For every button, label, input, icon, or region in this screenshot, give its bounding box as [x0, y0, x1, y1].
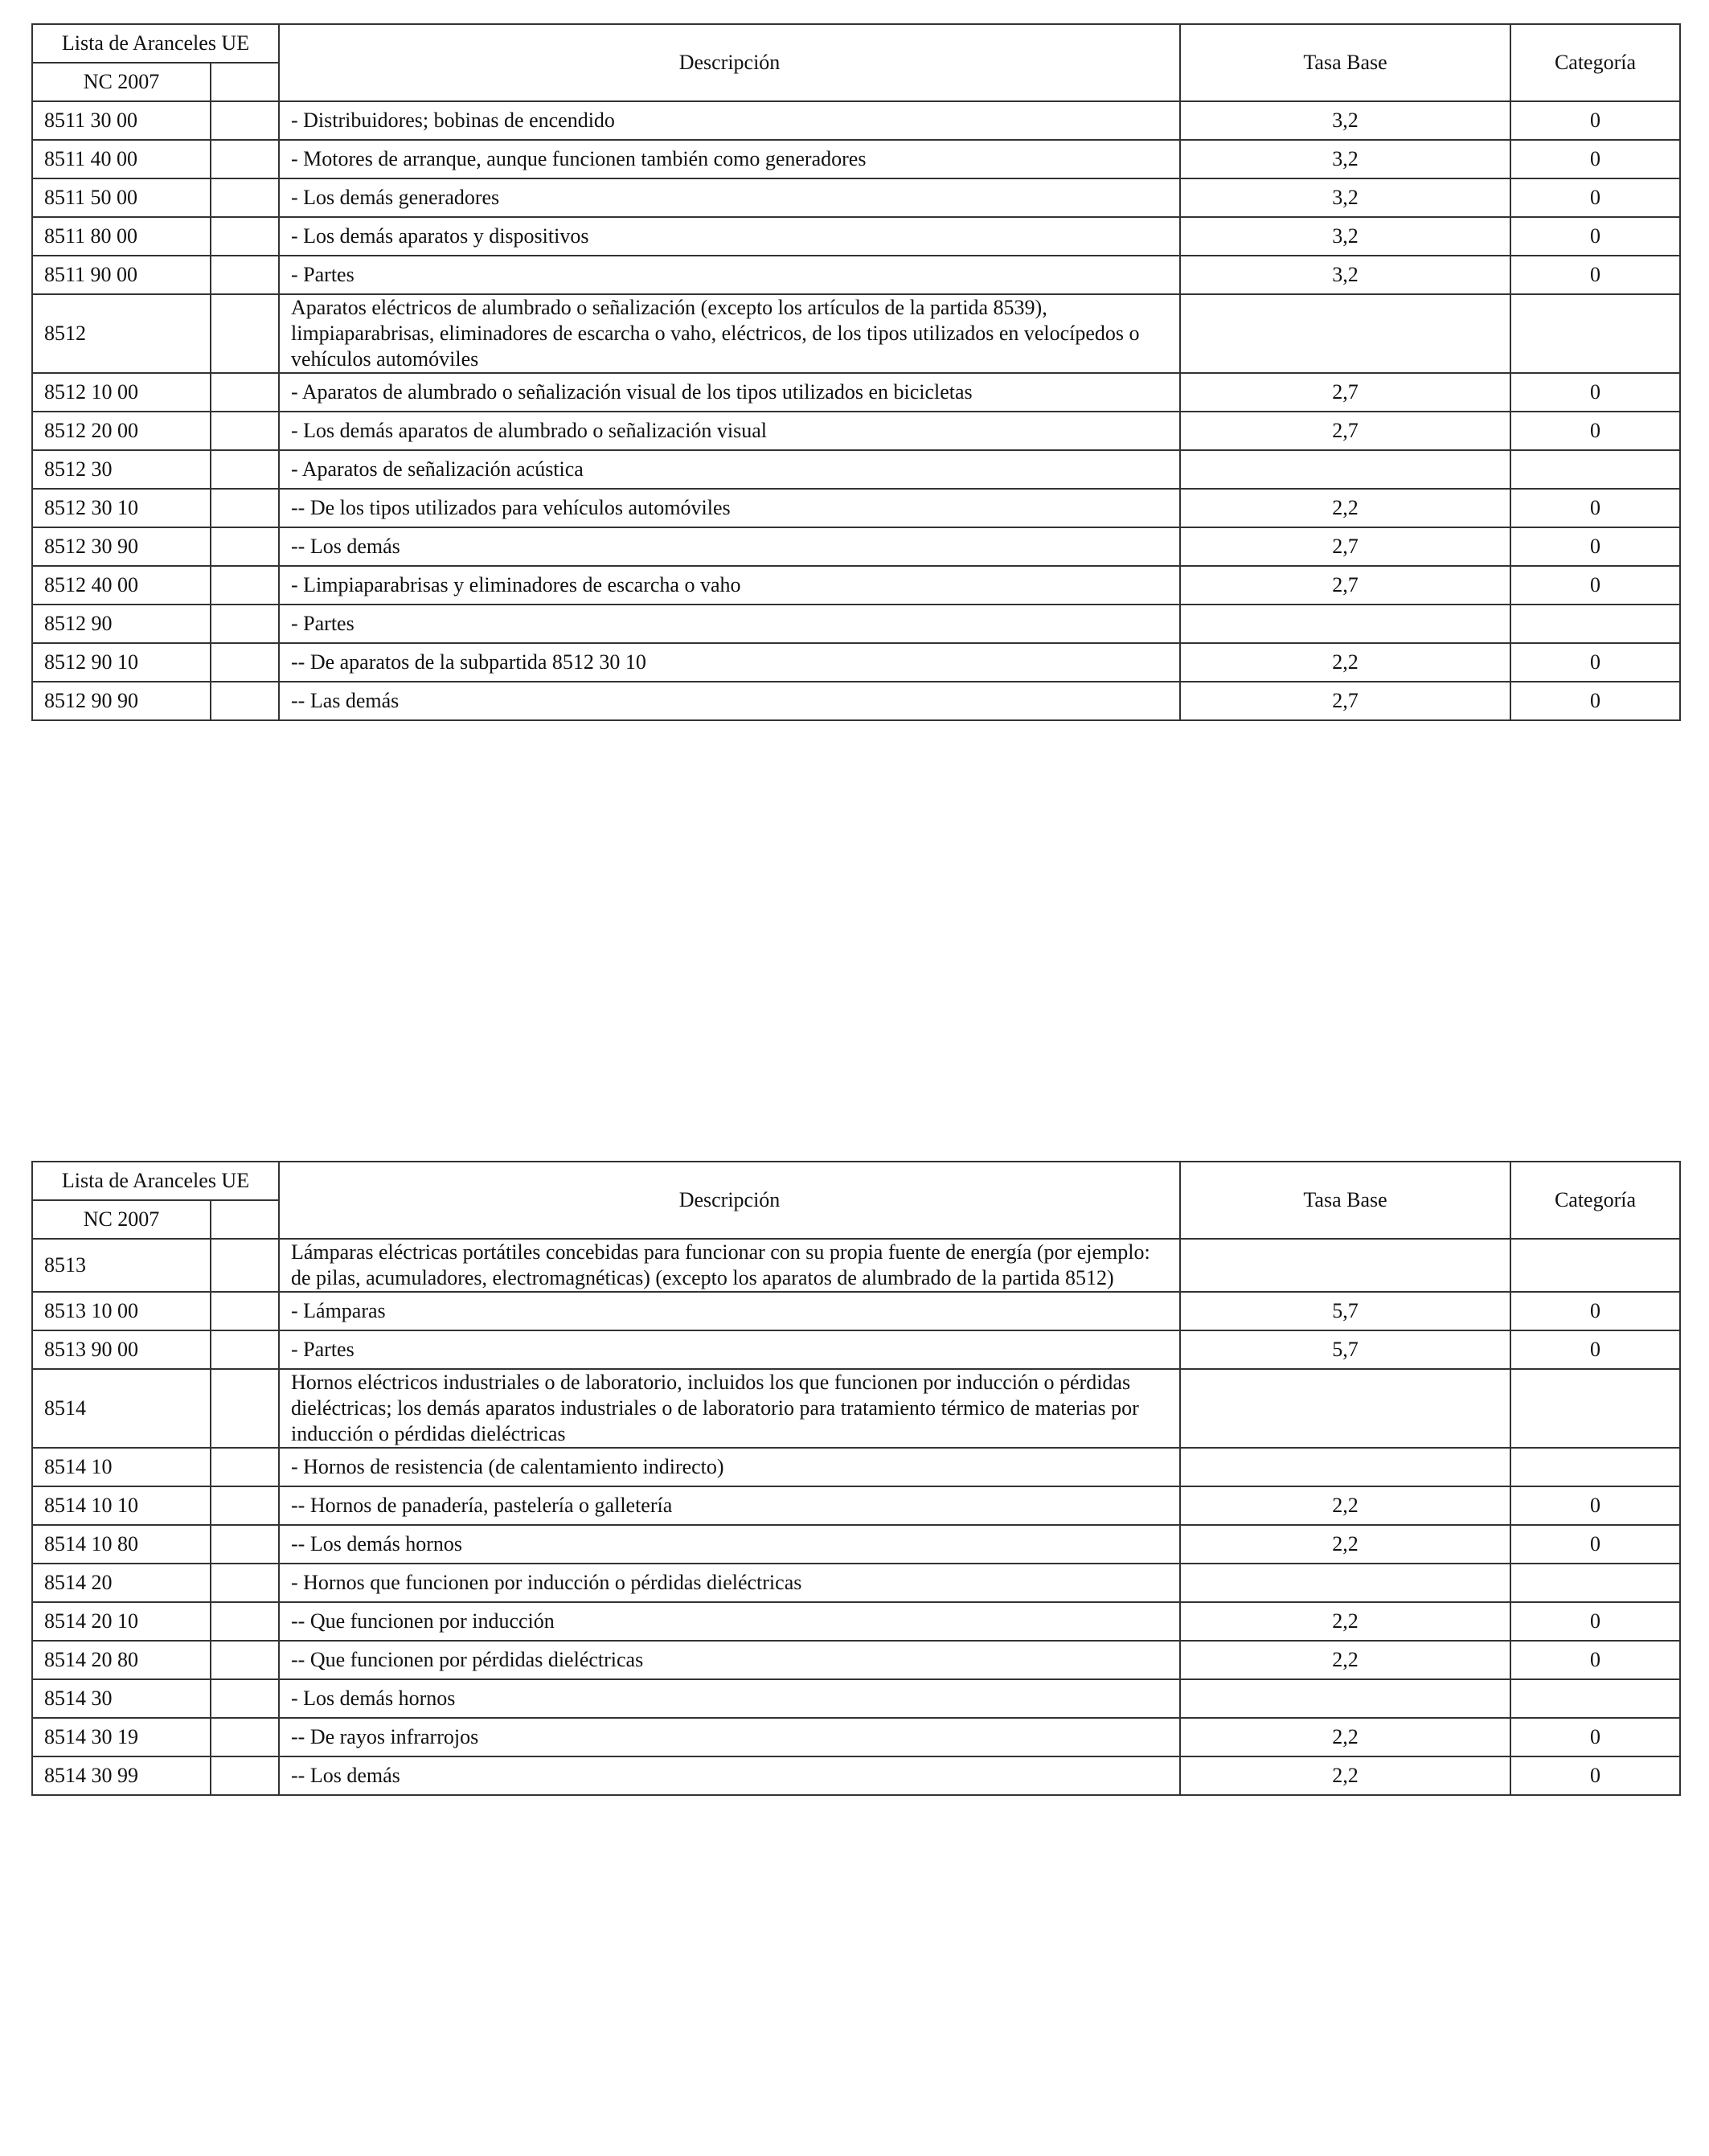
- tariff-code: 8512 90 10: [32, 643, 211, 682]
- tariff-code: 8511 80 00: [32, 217, 211, 256]
- base-rate: [1180, 605, 1510, 643]
- description: - Hornos que funcionen por inducción o pérdidas dieléctricas: [279, 1564, 1180, 1602]
- description: -- De rayos infrarrojos: [279, 1718, 1180, 1756]
- tariff-code: 8514 20 80: [32, 1641, 211, 1679]
- category: 0: [1510, 1602, 1680, 1641]
- category: 0: [1510, 489, 1680, 527]
- description: - Hornos de resistencia (de calentamiento indirecto): [279, 1448, 1180, 1486]
- empty-cell: [211, 489, 279, 527]
- table-row: [32, 1718, 1680, 1756]
- category: 0: [1510, 1525, 1680, 1564]
- tariff-table-2: [31, 1161, 1681, 1796]
- header-description: Descripción: [279, 24, 1180, 101]
- empty-cell: [211, 101, 279, 140]
- description: - Partes: [279, 605, 1180, 643]
- description: - Los demás aparatos de alumbrado o señalización visual: [279, 412, 1180, 450]
- base-rate: 2,7: [1180, 412, 1510, 450]
- table-row: [32, 643, 1680, 682]
- table-row: [32, 489, 1680, 527]
- base-rate: 2,2: [1180, 489, 1510, 527]
- tariff-code: 8512 90 90: [32, 682, 211, 720]
- empty-cell: [211, 682, 279, 720]
- description: -- Las demás: [279, 682, 1180, 720]
- header-list-label: Lista de Aranceles UE: [32, 24, 279, 63]
- tariff-table-1: [31, 23, 1681, 721]
- empty-cell: [211, 1564, 279, 1602]
- header-description: Descripción: [279, 1162, 1180, 1239]
- base-rate: 2,2: [1180, 1602, 1510, 1641]
- empty-cell: [211, 1239, 279, 1292]
- table-row: [32, 373, 1680, 412]
- empty-cell: [211, 140, 279, 178]
- table-1-body: [32, 101, 1680, 720]
- empty-cell: [211, 178, 279, 217]
- table-row: [32, 101, 1680, 140]
- table-row: [32, 527, 1680, 566]
- category: 0: [1510, 217, 1680, 256]
- description: - Partes: [279, 1330, 1180, 1369]
- empty-cell: [211, 643, 279, 682]
- table-2-body: [32, 1239, 1680, 1795]
- category: 0: [1510, 1330, 1680, 1369]
- base-rate: [1180, 1679, 1510, 1718]
- description: -- Los demás: [279, 1756, 1180, 1795]
- base-rate: 2,2: [1180, 643, 1510, 682]
- description: - Aparatos de alumbrado o señalización visual de los tipos utilizados en bicicletas: [279, 373, 1180, 412]
- table-row: [32, 1679, 1680, 1718]
- base-rate: 2,7: [1180, 373, 1510, 412]
- category: 0: [1510, 682, 1680, 720]
- empty-cell: [211, 566, 279, 605]
- tariff-code: 8512 30 10: [32, 489, 211, 527]
- table-row: [32, 1369, 1680, 1448]
- category: [1510, 1564, 1680, 1602]
- table-row: [32, 605, 1680, 643]
- base-rate: 5,7: [1180, 1292, 1510, 1330]
- empty-cell: [211, 1679, 279, 1718]
- description: -- Hornos de panadería, pastelería o galletería: [279, 1486, 1180, 1525]
- header-category: Categoría: [1510, 1162, 1680, 1239]
- base-rate: [1180, 1448, 1510, 1486]
- category: 0: [1510, 373, 1680, 412]
- base-rate: 2,7: [1180, 682, 1510, 720]
- description: - Lámparas: [279, 1292, 1180, 1330]
- empty-cell: [211, 1718, 279, 1756]
- table-row: [32, 1292, 1680, 1330]
- base-rate: 3,2: [1180, 140, 1510, 178]
- empty-cell: [211, 450, 279, 489]
- empty-cell: [211, 1641, 279, 1679]
- description: -- De aparatos de la subpartida 8512 30 10: [279, 643, 1180, 682]
- base-rate: [1180, 294, 1510, 373]
- empty-cell: [211, 412, 279, 450]
- category: 0: [1510, 1756, 1680, 1795]
- tariff-code: 8512 90: [32, 605, 211, 643]
- category: [1510, 1448, 1680, 1486]
- description: -- Que funcionen por pérdidas dieléctricas: [279, 1641, 1180, 1679]
- empty-cell: [211, 217, 279, 256]
- tariff-code: 8513 90 00: [32, 1330, 211, 1369]
- empty-cell: [211, 1369, 279, 1448]
- category: [1510, 1679, 1680, 1718]
- base-rate: [1180, 1239, 1510, 1292]
- description: - Limpiaparabrisas y eliminadores de escarcha o vaho: [279, 566, 1180, 605]
- description: Aparatos eléctricos de alumbrado o señalización (excepto los artículos de la partida 8539), limpiaparabrisas, eliminadores de escarcha o vaho, eléctricos, de los tipos utilizados en velocípedos o vehículos automóviles: [279, 294, 1180, 373]
- base-rate: 3,2: [1180, 101, 1510, 140]
- tariff-code: 8514 10 80: [32, 1525, 211, 1564]
- tariff-code: 8512: [32, 294, 211, 373]
- category: 0: [1510, 643, 1680, 682]
- base-rate: 2,2: [1180, 1525, 1510, 1564]
- description: - Los demás hornos: [279, 1679, 1180, 1718]
- table-row: [32, 682, 1680, 720]
- tariff-code: 8511 30 00: [32, 101, 211, 140]
- header-empty-cell: [211, 63, 279, 101]
- tariff-code: 8513: [32, 1239, 211, 1292]
- tariff-code: 8514 20 10: [32, 1602, 211, 1641]
- category: 0: [1510, 566, 1680, 605]
- base-rate: 3,2: [1180, 256, 1510, 294]
- header-category: Categoría: [1510, 24, 1680, 101]
- header-empty-cell: [211, 1200, 279, 1239]
- base-rate: 2,7: [1180, 566, 1510, 605]
- base-rate: [1180, 450, 1510, 489]
- tariff-code: 8512 40 00: [32, 566, 211, 605]
- empty-cell: [211, 527, 279, 566]
- category: 0: [1510, 140, 1680, 178]
- table-row: [32, 1448, 1680, 1486]
- table-row: [32, 1486, 1680, 1525]
- table-row: [32, 1525, 1680, 1564]
- table-row: [32, 1756, 1680, 1795]
- base-rate: [1180, 1369, 1510, 1448]
- base-rate: 2,2: [1180, 1718, 1510, 1756]
- description: Lámparas eléctricas portátiles concebidas para funcionar con su propia fuente de energía (por ejemplo: de pilas, acumuladores, electromagnéticas) (excepto los aparatos de alumbrado de la partida 8512): [279, 1239, 1180, 1292]
- category: 0: [1510, 1718, 1680, 1756]
- description: -- Los demás hornos: [279, 1525, 1180, 1564]
- empty-cell: [211, 1330, 279, 1369]
- table-row: [32, 140, 1680, 178]
- description: - Distribuidores; bobinas de encendido: [279, 101, 1180, 140]
- tariff-code: 8512 10 00: [32, 373, 211, 412]
- base-rate: [1180, 1564, 1510, 1602]
- base-rate: 2,2: [1180, 1756, 1510, 1795]
- header-nc-2007: NC 2007: [32, 1200, 211, 1239]
- category: 0: [1510, 412, 1680, 450]
- category: [1510, 605, 1680, 643]
- tariff-code: 8512 20 00: [32, 412, 211, 450]
- description: -- De los tipos utilizados para vehículos automóviles: [279, 489, 1180, 527]
- tariff-code: 8512 30 90: [32, 527, 211, 566]
- category: 0: [1510, 256, 1680, 294]
- table-row: [32, 178, 1680, 217]
- empty-cell: [211, 1448, 279, 1486]
- empty-cell: [211, 373, 279, 412]
- table-row: [32, 450, 1680, 489]
- description: Hornos eléctricos industriales o de laboratorio, incluidos los que funcionen por inducción o pérdidas dieléctricas; los demás aparatos industriales o de laboratorio para tratamiento térmico de materias por inducción o pérdidas dieléctricas: [279, 1369, 1180, 1448]
- category: 0: [1510, 527, 1680, 566]
- empty-cell: [211, 1756, 279, 1795]
- empty-cell: [211, 1486, 279, 1525]
- table-row: [32, 217, 1680, 256]
- table-row: [32, 294, 1680, 373]
- table-row: [32, 1641, 1680, 1679]
- base-rate: 3,2: [1180, 178, 1510, 217]
- table-row: [32, 1239, 1680, 1292]
- tariff-code: 8514 10: [32, 1448, 211, 1486]
- category: [1510, 1369, 1680, 1448]
- category: 0: [1510, 1641, 1680, 1679]
- description: - Los demás aparatos y dispositivos: [279, 217, 1180, 256]
- empty-cell: [211, 256, 279, 294]
- tariff-code: 8511 50 00: [32, 178, 211, 217]
- header-base-rate: Tasa Base: [1180, 24, 1510, 101]
- description: -- Los demás: [279, 527, 1180, 566]
- category: 0: [1510, 101, 1680, 140]
- tariff-code: 8514: [32, 1369, 211, 1448]
- empty-cell: [211, 294, 279, 373]
- tariff-code: 8512 30: [32, 450, 211, 489]
- description: - Aparatos de señalización acústica: [279, 450, 1180, 489]
- tariff-code: 8514 10 10: [32, 1486, 211, 1525]
- tariff-code: 8514 30: [32, 1679, 211, 1718]
- tariff-code: 8514 30 99: [32, 1756, 211, 1795]
- description: - Partes: [279, 256, 1180, 294]
- table-row: [32, 1564, 1680, 1602]
- table-row: [32, 1602, 1680, 1641]
- base-rate: 2,2: [1180, 1486, 1510, 1525]
- header-list-label: Lista de Aranceles UE: [32, 1162, 279, 1200]
- category: [1510, 1239, 1680, 1292]
- empty-cell: [211, 1602, 279, 1641]
- base-rate: 2,2: [1180, 1641, 1510, 1679]
- tariff-code: 8514 20: [32, 1564, 211, 1602]
- header-base-rate: Tasa Base: [1180, 1162, 1510, 1239]
- header-nc-2007: NC 2007: [32, 63, 211, 101]
- description: -- Que funcionen por inducción: [279, 1602, 1180, 1641]
- table-row: [32, 1330, 1680, 1369]
- table-row: [32, 412, 1680, 450]
- category: [1510, 294, 1680, 373]
- base-rate: 5,7: [1180, 1330, 1510, 1369]
- tariff-code: 8513 10 00: [32, 1292, 211, 1330]
- tariff-code: 8511 90 00: [32, 256, 211, 294]
- tariff-code: 8511 40 00: [32, 140, 211, 178]
- table-row: [32, 256, 1680, 294]
- description: - Motores de arranque, aunque funcionen también como generadores: [279, 140, 1180, 178]
- table-row: [32, 566, 1680, 605]
- category: 0: [1510, 1292, 1680, 1330]
- empty-cell: [211, 605, 279, 643]
- category: 0: [1510, 178, 1680, 217]
- base-rate: 2,7: [1180, 527, 1510, 566]
- tariff-code: 8514 30 19: [32, 1718, 211, 1756]
- base-rate: 3,2: [1180, 217, 1510, 256]
- empty-cell: [211, 1525, 279, 1564]
- category: 0: [1510, 1486, 1680, 1525]
- category: [1510, 450, 1680, 489]
- empty-cell: [211, 1292, 279, 1330]
- description: - Los demás generadores: [279, 178, 1180, 217]
